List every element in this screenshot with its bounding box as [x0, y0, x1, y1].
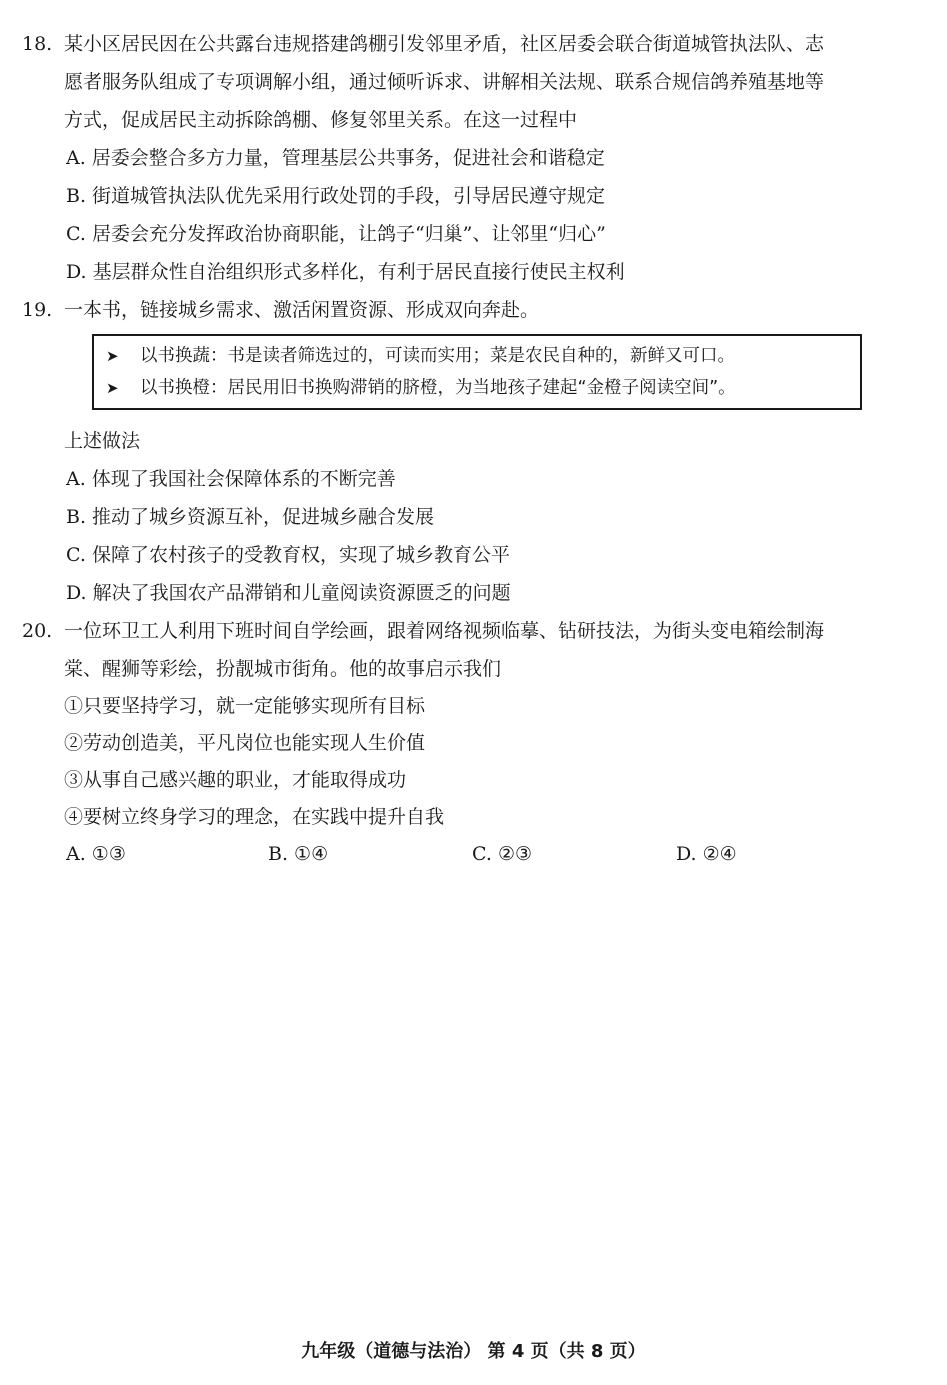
question-18-option-a: A. 居委会整合多方力量，管理基层公共事务，促进社会和谐稳定	[66, 147, 605, 169]
arrowhead-bullet-icon: ➤	[106, 379, 119, 397]
question-18-number: 18.	[22, 33, 53, 55]
question-20-option-d: D. ②④	[676, 843, 737, 865]
question-20-statement-1: ①只要坚持学习，就一定能够实现所有目标	[64, 695, 426, 717]
question-20-stem-line-2: 棠、醒狮等彩绘，扮靓城市街角。他的故事启示我们	[64, 658, 502, 680]
question-19-option-d: D. 解决了我国农产品滞销和儿童阅读资源匮乏的问题	[66, 582, 511, 604]
question-20-number: 20.	[22, 620, 53, 642]
question-20-stem-text-1: 一位环卫工人利用下班时间自学绘画，跟着网络视频临摹、钻研技法，为街头变电箱绘制海	[64, 620, 825, 642]
material-item-1	[106, 344, 735, 368]
question-20-statement-3: ③从事自己感兴趣的职业，才能取得成功	[64, 769, 407, 791]
question-20-option-a: A. ①③	[66, 843, 126, 865]
arrowhead-bullet-icon: ➤	[106, 347, 119, 365]
question-20-statement-2: ②劳动创造美，平凡岗位也能实现人生价值	[64, 732, 426, 754]
question-19-option-b: B. 推动了城乡资源互补，促进城乡融合发展	[66, 506, 435, 528]
question-20-statement-4: ④要树立终身学习的理念，在实践中提升自我	[64, 806, 445, 828]
material-text-2: 以书换橙：居民用旧书换购滞销的脐橙，为当地孩子建起“金橙子阅读空间”。	[140, 378, 736, 398]
question-19-stem	[22, 297, 539, 323]
question-18-stem-text-1: 某小区居民因在公共露台违规搭建鸽棚引发邻里矛盾，社区居委会联合街道城管执法队、志	[64, 33, 825, 55]
question-18-option-c: C. 居委会充分发挥政治协商职能，让鸽子“归巢”、让邻里“归心”	[66, 223, 606, 245]
question-18-option-b: B. 街道城管执法队优先采用行政处罚的手段，引导居民遵守规定	[66, 185, 606, 207]
page-footer: 九年级（道德与法治） 第 4 页（共 8 页）	[301, 1341, 646, 1362]
material-text-1: 以书换蔬：书是读者筛选过的，可读而实用；菜是农民自种的，新鲜又可口。	[140, 346, 735, 366]
question-19-material-box	[92, 334, 862, 410]
question-18-stem-line-3: 方式，促成居民主动拆除鸽棚、修复邻里关系。在这一过程中	[64, 109, 578, 131]
question-19-number: 19.	[22, 299, 53, 321]
question-19-option-a: A. 体现了我国社会保障体系的不断完善	[66, 468, 396, 490]
question-18-stem-line-2: 愿者服务队组成了专项调解小组，通过倾听诉求、讲解相关法规、联系合规信鸽养殖基地等	[64, 71, 825, 93]
question-19-lead: 上述做法	[64, 430, 141, 452]
material-item-2	[106, 376, 736, 400]
question-20-option-c: C. ②③	[472, 843, 533, 865]
question-19-stem-text: 一本书，链接城乡需求、激活闲置资源、形成双向奔赴。	[64, 299, 540, 321]
question-18-option-d: D. 基层群众性自治组织形式多样化，有利于居民直接行使民主权利	[66, 261, 625, 283]
question-20-option-b: B. ①④	[268, 843, 329, 865]
question-19-option-c: C. 保障了农村孩子的受教育权，实现了城乡教育公平	[66, 544, 510, 566]
question-20-stem-line-1	[22, 618, 824, 644]
question-18-stem-line-1	[22, 31, 824, 57]
